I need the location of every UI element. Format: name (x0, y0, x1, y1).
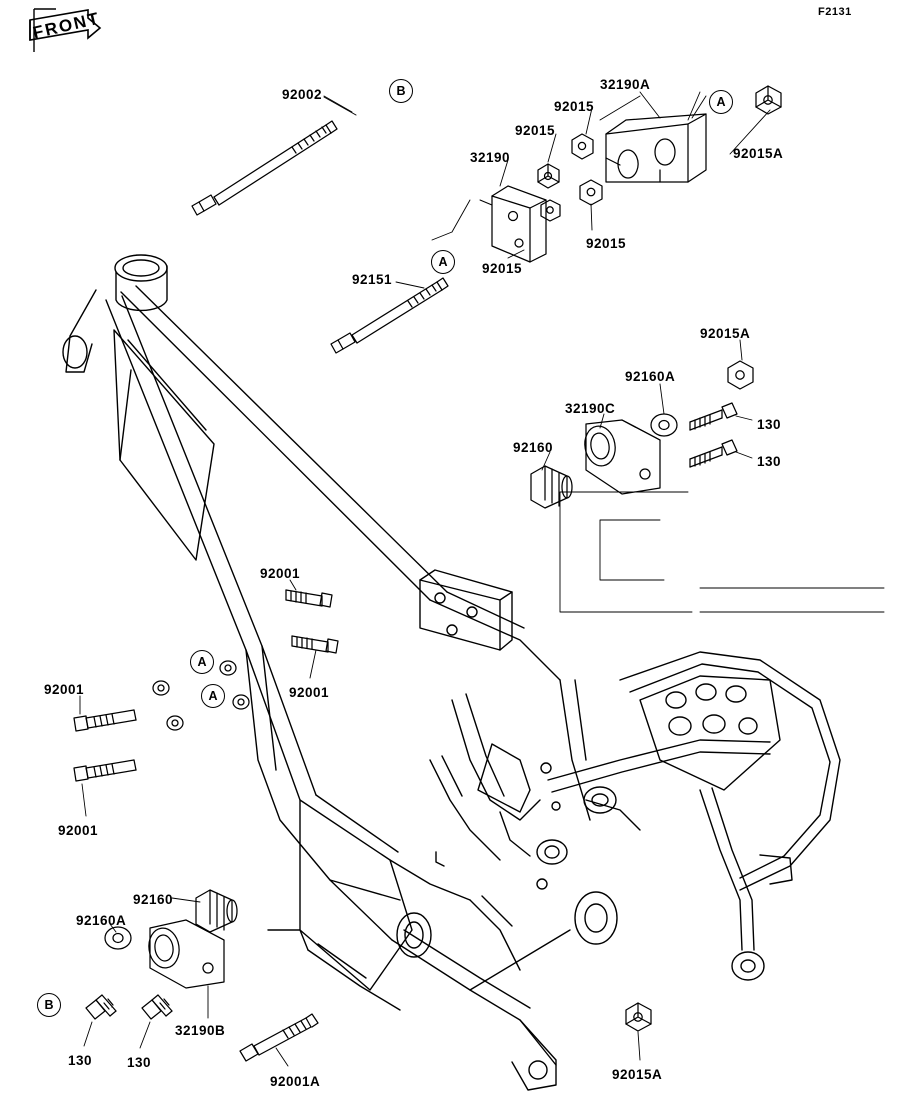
label-92015A-1: 92015A (733, 146, 784, 161)
part-130-bolt-2 (690, 440, 737, 467)
ref-bubble-a-left-1: A (190, 650, 214, 674)
part-130-bolt-4 (142, 995, 172, 1019)
ref-bubble-b-top: B (389, 79, 413, 103)
label-130-4: 130 (127, 1055, 152, 1070)
label-32190: 32190 (470, 150, 511, 165)
part-92002-bolt (192, 121, 337, 215)
part-92001-bolt-4 (74, 760, 136, 781)
part-92015A-nut-topright (756, 86, 781, 114)
label-130-2: 130 (757, 454, 782, 469)
label-92001-3: 92001 (44, 682, 85, 697)
part-92015-nut-d (580, 180, 602, 205)
label-92160-2: 92160 (133, 892, 174, 907)
label-92015-4: 92015 (482, 261, 523, 276)
part-32190-bracket (480, 186, 546, 262)
part-92151-bolt (331, 278, 448, 353)
label-92160A-1: 92160A (625, 369, 676, 384)
ref-bubble-a-left-2: A (201, 684, 225, 708)
part-92160A-washer-right (651, 414, 677, 436)
part-92015-nut-c (572, 134, 593, 159)
part-130-bolt-3 (86, 995, 116, 1019)
label-92001-1: 92001 (260, 566, 301, 581)
label-130-1: 130 (757, 417, 782, 432)
sheet-code: F2131 (818, 6, 852, 18)
part-130-bolt-1 (690, 403, 737, 430)
label-92151: 92151 (352, 272, 393, 287)
label-32190A: 32190A (600, 77, 651, 92)
label-92015-1: 92015 (554, 99, 595, 114)
ref-bubble-a-topright: A (709, 90, 733, 114)
part-32190B-bracket (146, 920, 224, 988)
part-92160-collar-left (196, 890, 237, 932)
part-92015-washer-b (541, 200, 560, 221)
part-92001-bolt-1 (286, 590, 332, 607)
ref-bubble-a-mid: A (431, 250, 455, 274)
part-92160-collar-right (531, 466, 572, 508)
label-32190B: 32190B (175, 1023, 226, 1038)
label-130-3: 130 (68, 1053, 93, 1068)
part-92001-bolt-2 (292, 636, 338, 653)
label-92160A-2: 92160A (76, 913, 127, 928)
label-92002: 92002 (282, 87, 323, 102)
leader-lines (80, 92, 770, 1066)
label-92015A-3: 92015A (612, 1067, 663, 1082)
label-92015A-2: 92015A (700, 326, 751, 341)
part-92001-bolt-3 (74, 710, 136, 731)
part-32190A-bracket (606, 114, 706, 182)
part-92015-nut-a (538, 164, 559, 188)
label-92015-2: 92015 (515, 123, 556, 138)
label-92001-4: 92001 (58, 823, 99, 838)
label-92001-2: 92001 (289, 685, 330, 700)
label-32190C: 32190C (565, 401, 616, 416)
label-92015-3: 92015 (586, 236, 627, 251)
part-32190C-bracket (582, 420, 660, 494)
label-92160-1: 92160 (513, 440, 554, 455)
part-92160A-washer-left (105, 927, 131, 949)
part-92015A-nut-bottom (626, 1003, 651, 1031)
part-92001A-bolt (240, 1014, 318, 1061)
part-92015A-nut-right (728, 361, 753, 389)
label-92001A: 92001A (270, 1074, 321, 1089)
front-marker-label: FRONT (31, 8, 103, 43)
construction-lines (560, 492, 884, 612)
ref-bubble-b-bottom: B (37, 993, 61, 1017)
